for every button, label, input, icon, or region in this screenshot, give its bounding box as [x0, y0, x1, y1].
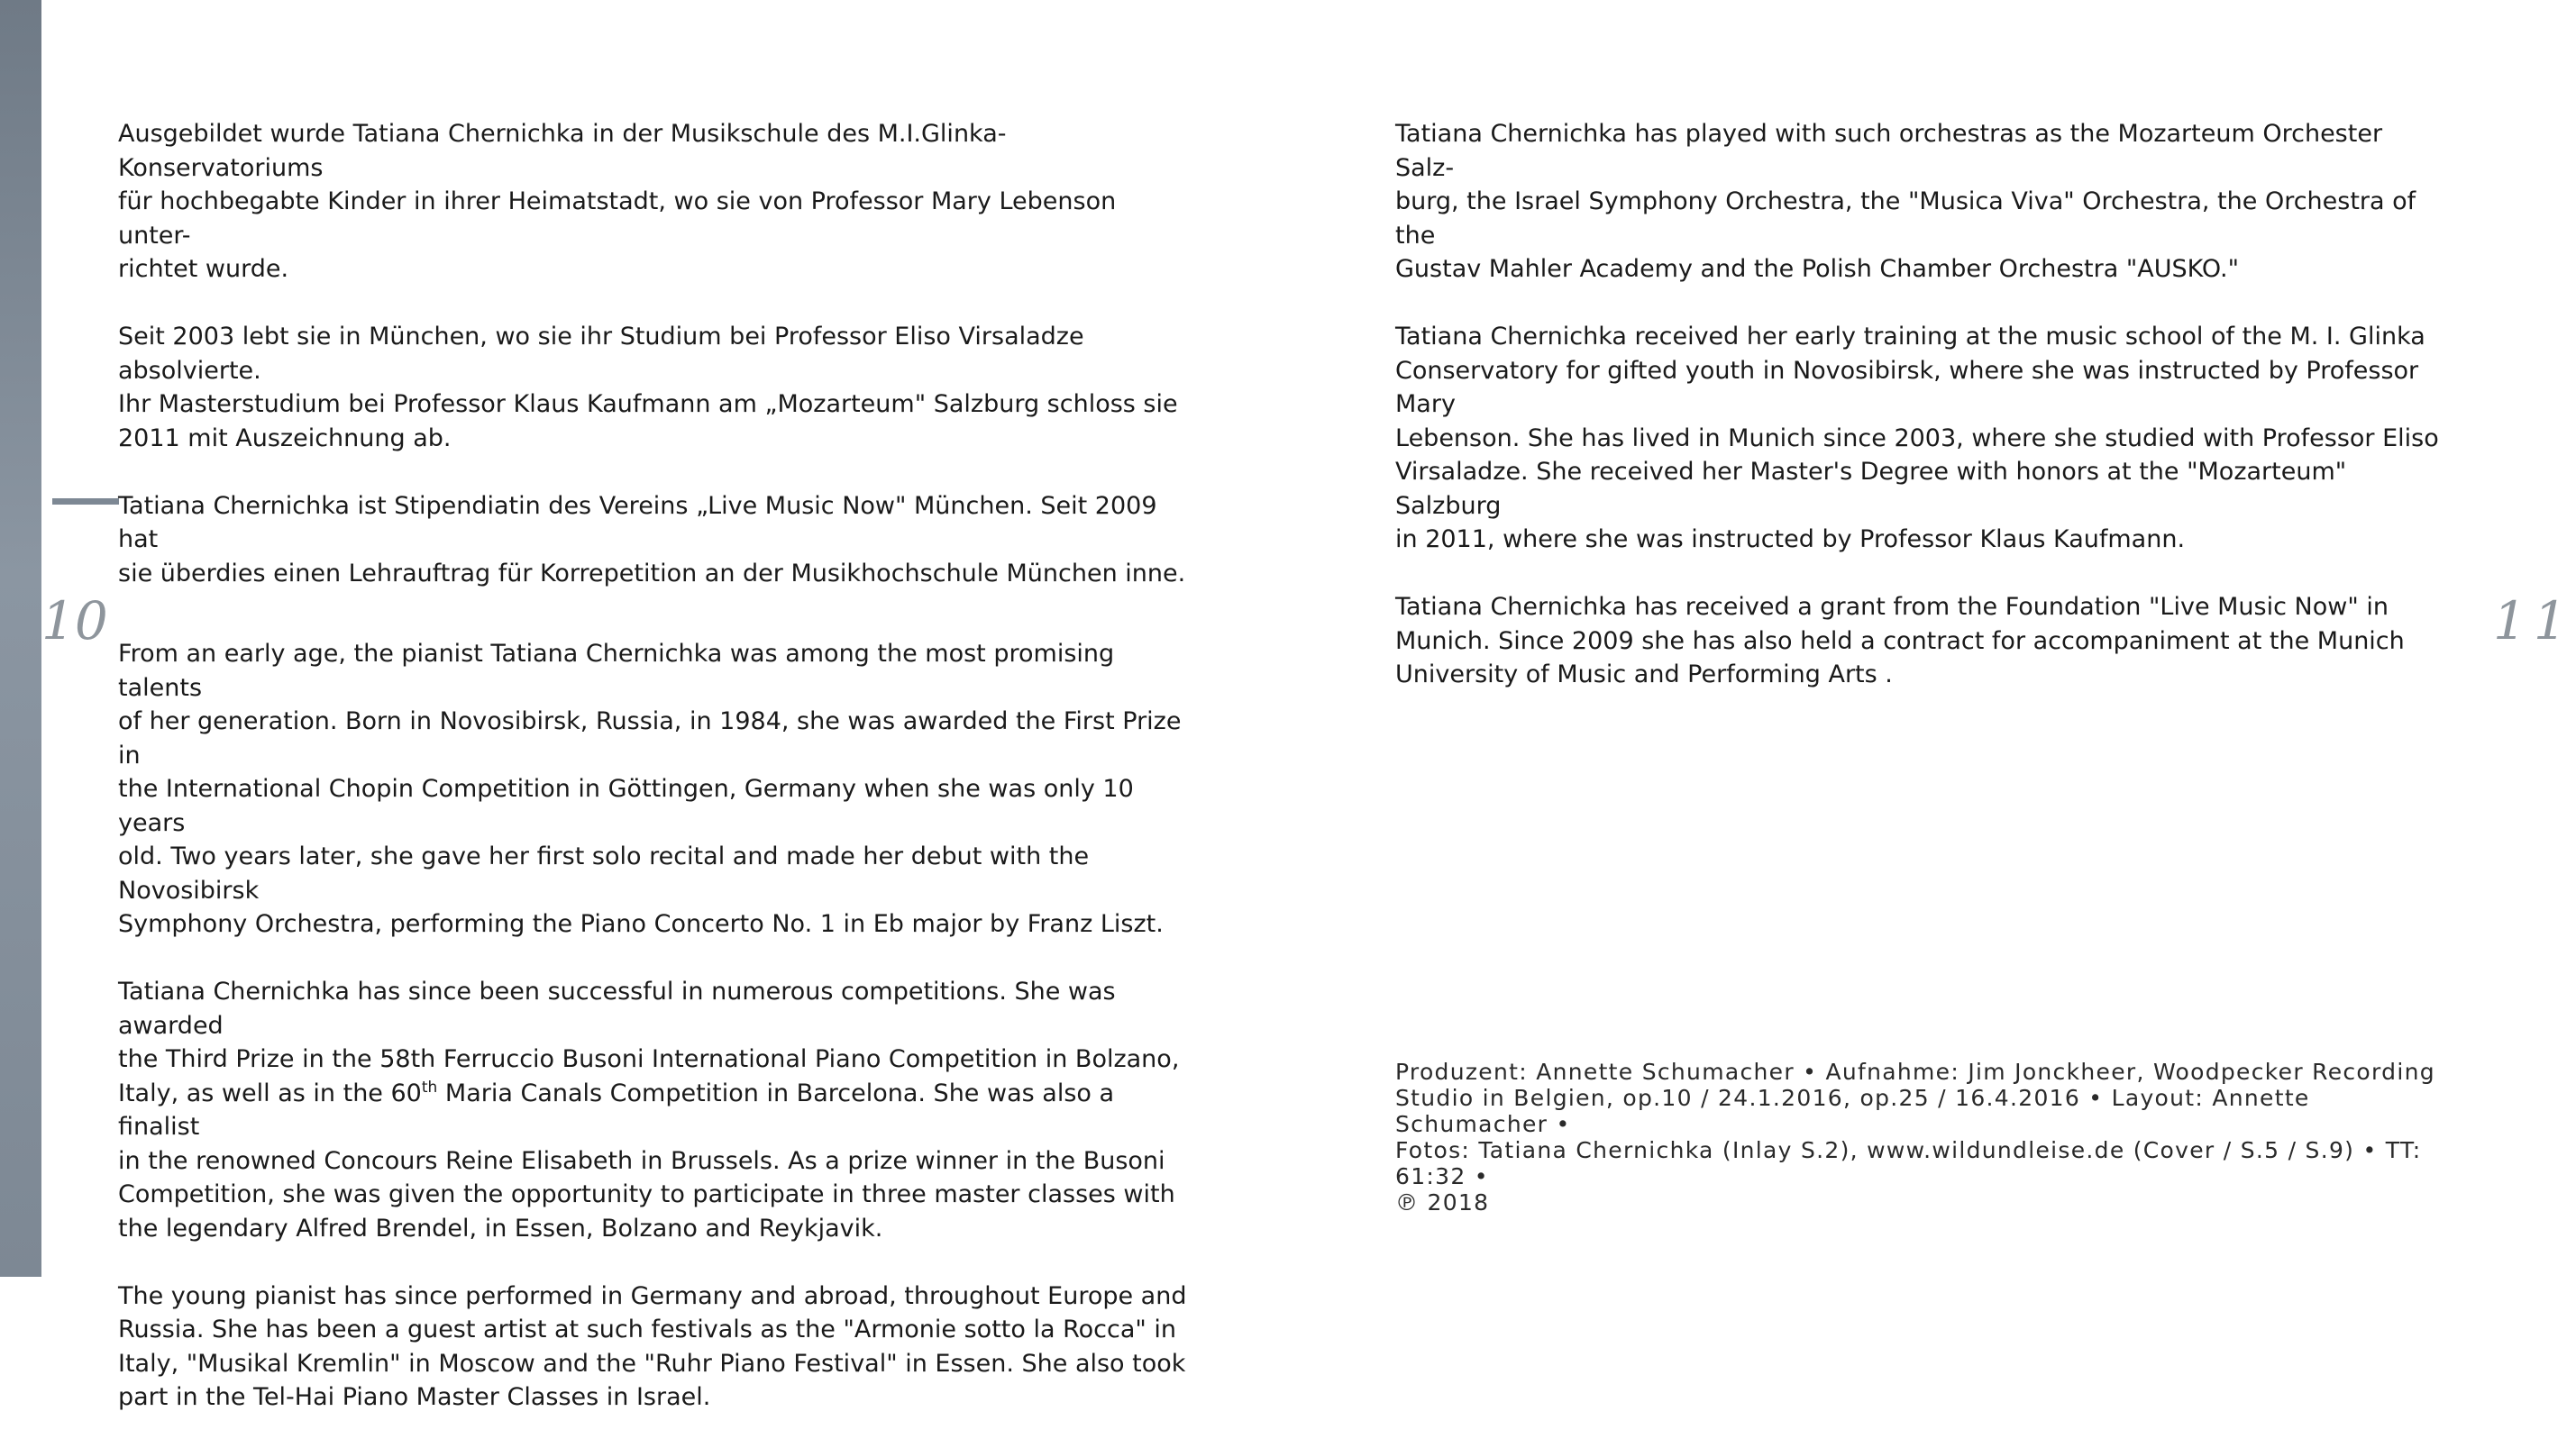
ordinal-suffix: th	[421, 1078, 438, 1097]
german-paragraph: Seit 2003 lebt sie in München, wo sie ihr Studium bei Professor Eliso Virsaladze absolvierte. Ihr Masterstudium bei Professor Klaus Kaufmann am „Mozarteum" Salzburg schloss sie 2011 mit Auszeichnung ab.	[118, 323, 1178, 452]
production-credits: Produzent: Annette Schumacher • Aufnahme: Jim Jonckheer, Woodpecker Recording Studio in Belgien, op.10 / 24.1.2016, op.25 / 16.4.2016 • Layout: Annette Schumacher • Fotos: Tatiana Chernichka (Inlay S.2), www.wildundleise.de (Cover / S.5 / S.9) • TT: 61:32 • ℗ 2018	[1395, 1059, 2435, 1216]
english-paragraph: Tatiana Chernichka has played with such orchestras as the Mozarteum Orchester Salz- burg, the Israel Symphony Orchestra, the "Musica Viva" Orchestra, the Orchestra of the Gustav Mahler Academy and the Polish Chamber Orchestra "AUSKO."	[1395, 120, 2416, 283]
spine-strip	[0, 0, 41, 1277]
right-column	[1395, 117, 2441, 725]
paragraph-text: Maria Canals Competition in Barcelona. She was also a finalist in the renowned Concours Reine Elisabeth in Brussels. As a prize winner in the Busoni Competition, she was given the opportunity to participate in three master classes with the legendary Alfred Brendel, in Essen, Bolzano and Reykjavik.	[118, 1079, 1175, 1243]
english-paragraph: The young pianist has since performed in Germany and abroad, throughout Europe and Russia. She has been a guest artist at such festivals as the "Armonie sotto la Rocca" in Italy, "Musikal Kremlin" in Moscow and the "Ruhr Piano Festival" in Essen. She also took part in the Tel-Hai Piano Master Classes in Israel.	[118, 1281, 1187, 1411]
page-number-right: 11	[2493, 590, 2574, 651]
english-paragraph: Tatiana Chernichka received her early training at the music school of the M. I. Glinka Conservatory for gifted youth in Novosibirsk, where she was instructed by Professor Mary Lebenson. She has lived in Munich since 2003, where she studied with Professor Eliso Virsaladze. She received her Master's Degree with honors at the "Mozarteum" Salzburg in 2011, where she was instructed by Professor Klaus Kaufmann.	[1395, 323, 2439, 553]
english-paragraph: From an early age, the pianist Tatiana Chernichka was among the most promising talents of her generation. Born in Novosibirsk, Russia, in 1984, she was awarded the First Prize in the International Chopin Competition in Göttingen, Germany when she was only 10 years old. Two years later, she gave her first solo recital and made her debut with the Novosibirsk Symphony Orchestra, performing the Piano Concerto No. 1 in Eb major by Franz Liszt.	[118, 640, 1182, 938]
divider-mark	[52, 498, 119, 505]
left-column	[118, 117, 1191, 1448]
english-paragraph	[118, 975, 1191, 1245]
page-number-left: 10	[41, 590, 108, 651]
section-gap	[118, 590, 1191, 637]
german-paragraph: Ausgebildet wurde Tatiana Chernichka in der Musikschule des M.I.Glinka-Konservatoriums für hochbegabte Kinder in ihrer Heimatstadt, wo sie von Professor Mary Lebenson unter- richtet wurde.	[118, 120, 1117, 283]
german-paragraph: Tatiana Chernichka ist Stipendiatin des Vereins „Live Music Now" München. Seit 2009 hat sie überdies einen Lehrauftrag für Korrepetition an der Musikhochschule München inne.	[118, 491, 1186, 587]
paragraph-text: Tatiana Chernichka has since been successful in numerous competitions. She was awarded the Third Prize in the 58th Ferruccio Busoni International Piano Competition in Bolzano, Italy, as well as in the 60	[118, 978, 1180, 1107]
english-paragraph: Tatiana Chernichka has received a grant from the Foundation "Live Music Now" in Munich. Since 2009 she has also held a contract for accompaniment at the Munich University of Music and Performing Arts .	[1395, 593, 2405, 688]
